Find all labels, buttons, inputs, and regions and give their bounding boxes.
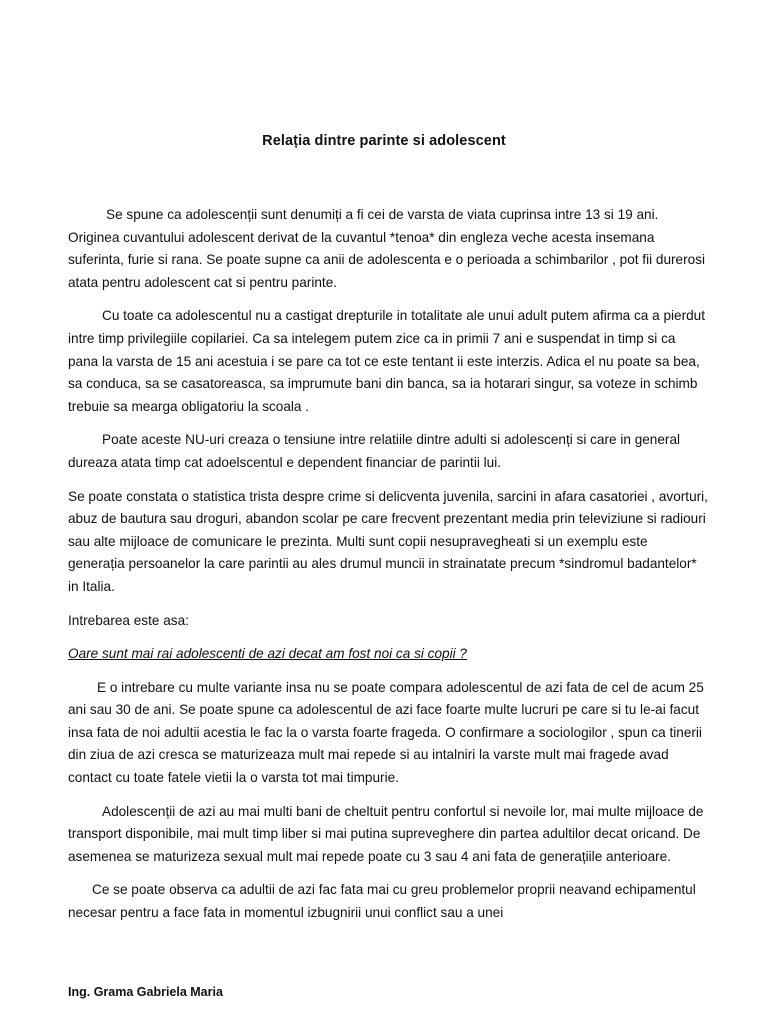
paragraph-rights-childhood: Cu toate ca adolescentul nu a castigat drepturile in totalitate ale unui adult putem afirma ca a pierdut intre timp privilegiile copilariei. Ca sa intelegem putem zice ca in primii 7 ani e suspendat in timp si ca pana la varsta de 15 ani acestuia i se pare ca tot ce este tentant ii este interzis. Adica el nu poate sa bea, sa conduca, sa se casatoreasca, sa imprumute bani din banca, sa ia hotarari singur, sa voteze in schimb trebuie sa mearga obligatoriu la scoala . [68, 308, 706, 414]
paragraph-adults-observation: Ce se poate observa ca adultii de azi fac fata mai cu greu problemelor proprii neavand echipamentul necesar pentru a face fata in momentul izbugnirii unui conflict sau a unei [68, 882, 696, 921]
paragraph-comparison: E o intrebare cu multe variante insa nu se poate compara adolescentul de azi fata de cel de acum 25 ani sau 30 de ani. Se poate spune ca adolescentul de azi face foarte multe lucruri pe care si tu le-ai facut insa fata de noi adultii acestia le fac la o varsta foarte frageda. O confirmare a sociologilor , spun ca tinerii din ziua de azi cresca se maturizeaza mult mai repede si au intalniri la varste mult mai fragede avad contact cu toate fatele vietii la o varsta tot mai timpurie. [68, 679, 704, 786]
paragraph-question-intro: Intrebarea este asa: [68, 612, 189, 628]
document-footer-author: Ing. Grama Gabriela Maria [68, 985, 223, 999]
document-title: Relația dintre parinte si adolescent [262, 133, 506, 149]
document-body [68, 204, 708, 936]
paragraph-age-definition: Se spune ca adolescenții sunt denumiți a fi cei de varsta de viata cuprinsa intre 13 si 19 ani. Originea cuvantului adolescent derivat de la cuvantul *tenoa* din engleza veche acesta insemana suferinta, furie si rana. Se poate supne ca anii de adolescenta e o perioada a schimbarilor , pot fii durerosi atata pentru adolescent cat si pentru parinte. [68, 207, 706, 290]
paragraph-statistics: Se poate constata o statistica trista despre crime si delicventa juvenila, sarcini in afara casatoriei , avorturi, abuz de bautura sau droguri, abandon scolar pe care frecvent prezentant media prin televiziune si radiouri sau alte mijloace de comunicare le prezinta. Multi sunt copii nesupravegheati si un exemplu este generația persoanelor la care parintii au ales drumul muncii in strainatate precum *sindromul badantelor* in Italia. [68, 488, 708, 594]
paragraph-tension: Poate aceste NU-uri creaza o tensiune intre relatiile dintre adulti si adolescenți si care in general dureaza atata timp cat adoelscentul e dependent financiar de parintii lui. [68, 432, 681, 470]
paragraph-modern-adolescents: Adolescenții de azi au mai multi bani de cheltuit pentru confortul si nevoile lor, mai multe mijloace de transport disponibile, mai mult timp liber si mai putina supreveghere din partea adultilor decat oricand. De asemenea se maturizeza sexual mult mai repede poate cu 3 sau 4 ani fata de generațiile anterioare. [68, 803, 704, 864]
paragraph-question: Oare sunt mai rai adolescenti de azi decat am fost noi ca si copii ? [68, 646, 467, 662]
